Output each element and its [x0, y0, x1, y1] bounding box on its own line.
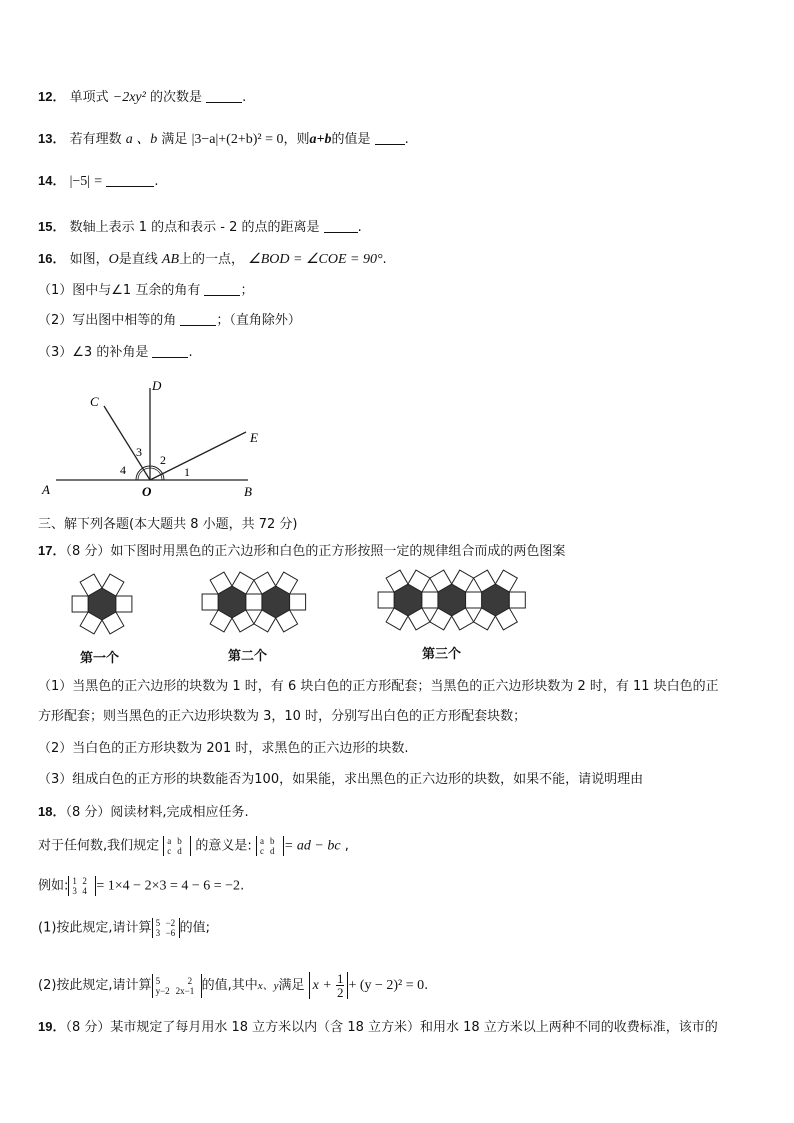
white-square	[246, 594, 262, 610]
example-line: 例如: 1 2 3 4 = 1×4 − 2×3 = 4 − 6 = −2.	[38, 876, 245, 896]
white-square	[422, 592, 438, 608]
definition-line: 对于任何数,我们规定 a b c d 的意义是: a b c d = ad − bc ,	[38, 836, 349, 856]
determinant-task-1: 5 −2 3 −6	[152, 918, 180, 938]
question-text: 的次数是	[149, 90, 202, 105]
label-angle-4: 4	[120, 463, 126, 477]
white-square	[72, 596, 88, 612]
math-point: O	[108, 252, 119, 267]
answer-blank[interactable]	[152, 344, 188, 358]
question-text: 单项式	[69, 90, 109, 105]
period: .	[242, 90, 247, 105]
text: 的意义是:	[195, 838, 252, 854]
math-expression: ∠BOD = ∠COE = 90°	[248, 252, 383, 267]
math-expression: + (y − 2)² = 0	[348, 978, 425, 993]
question-16-part-3	[38, 344, 193, 362]
question-text: 如图，	[69, 252, 109, 267]
math-expression: = ad − bc	[283, 838, 341, 854]
question-16-part-2	[38, 312, 301, 330]
fraction: $\frac{1}{2}$	[336, 971, 344, 1000]
period: .	[382, 252, 387, 267]
question-19	[38, 1018, 718, 1037]
section-heading: 三、解下列各题(本大题共 8 小题，共 72 分)	[38, 517, 298, 532]
question-12	[38, 88, 246, 107]
text: 满足	[278, 978, 305, 993]
text: 的值,其中	[201, 978, 258, 993]
label-angle-1: 1	[184, 465, 190, 479]
angle-figure	[36, 372, 276, 502]
period: .	[404, 132, 409, 147]
part-text: （1）图中与∠1 互余的角有	[38, 283, 201, 298]
ray-oc	[104, 406, 150, 480]
question-text: 某市规定了每月用水 18 立方米以内（含 18 立方米）和用水 18 立方米以上两种不同的收费标准，该市的	[110, 1020, 718, 1035]
question-text: 是直线	[118, 252, 158, 267]
math-sum: a+b	[309, 132, 332, 147]
question-text: 满足	[161, 132, 188, 147]
question-number: 14．	[38, 173, 66, 188]
question-text: 上的一点，	[179, 252, 245, 267]
question-number: 12．	[38, 89, 66, 104]
label-d: D	[152, 378, 162, 393]
part-text: ；（直角除外）	[216, 313, 301, 328]
question-number: 17．	[38, 543, 66, 558]
caption-3: 第三个	[422, 647, 462, 662]
math-abs-expression: |−5|	[69, 174, 91, 189]
label-b: B	[244, 484, 252, 499]
question-18	[38, 803, 249, 822]
label-e: E	[250, 430, 258, 445]
label-a: A	[42, 482, 50, 497]
determinant-task-2: 5 2 y−2 2x−1	[152, 974, 202, 998]
white-square	[290, 594, 306, 610]
part-text: （2）写出图中相等的角	[38, 313, 177, 328]
period: .	[188, 345, 193, 360]
determinant-example: 1 2 3 4	[68, 876, 96, 896]
question-17-part-2: （2）当白色的正方形块数为 201 时，求黑色的正六边形的块数.	[38, 741, 409, 756]
question-17-part-1-cont: 方形配套；则当黑色的正六边形块数为 3，10 时，分别写出白色的正方形配套块数；	[38, 709, 527, 724]
question-text: 的值是	[331, 132, 371, 147]
answer-blank[interactable]	[375, 131, 405, 145]
caption-2: 第二个	[228, 649, 268, 664]
question-15	[38, 218, 362, 237]
label-angle-3: 3	[136, 445, 142, 459]
task-1	[38, 918, 210, 938]
white-square	[509, 592, 525, 608]
math-expression: +(2+b)² = 0	[218, 132, 284, 147]
determinant-definition-2: a b c d	[256, 836, 284, 856]
score: （8 分）	[65, 805, 111, 820]
question-text: 阅读材料,完成相应任务.	[110, 805, 249, 820]
question-number: 13．	[38, 131, 66, 146]
answer-blank[interactable]	[324, 219, 358, 233]
white-square	[378, 592, 394, 608]
question-17	[38, 542, 565, 561]
label-angle-2: 2	[160, 453, 166, 467]
period: .	[357, 220, 362, 235]
white-square	[202, 594, 218, 610]
equals-sign: =	[94, 174, 103, 189]
question-17-part-1: （1）当黑色的正六边形的块数为 1 时，有 6 块白色的正方形配套；当黑色的正六边形块数为 2 时，有 11 块白色的正	[38, 679, 719, 694]
question-16	[38, 250, 387, 269]
answer-blank[interactable]	[106, 173, 154, 187]
text: 例如:	[38, 878, 69, 894]
question-17-part-3: （3）组成白色的正方形的块数能否为100，如果能，求出黑色的正六边形的块数，如果不能，请说明理由	[38, 772, 644, 787]
part-text: （3）∠3 的补角是	[38, 345, 149, 360]
score: （8 分）	[65, 1020, 111, 1035]
period: .	[154, 174, 159, 189]
question-number: 18．	[38, 804, 66, 819]
answer-blank[interactable]	[206, 89, 242, 103]
white-square	[466, 592, 482, 608]
text: 的值;	[179, 920, 210, 936]
math-abs-expression: |3−a|	[191, 132, 219, 147]
abs-fraction-expression: x + $\frac{1}{2}$	[309, 972, 349, 999]
math-expression: = 1×4 − 2×3 = 4 − 6 = −2	[96, 878, 241, 894]
text: (1)按此规定,请计算	[38, 920, 152, 936]
math-expression: −2xy²	[112, 90, 146, 105]
text: (2)按此规定,请计算	[38, 978, 152, 993]
question-number: 15．	[38, 219, 66, 234]
math-variables: x、y	[257, 980, 279, 992]
question-text: 若有理数	[69, 132, 122, 147]
question-14	[38, 172, 158, 191]
label-c: C	[90, 394, 99, 409]
task-2: (2)按此规定,请计算 5 2 y−2 2x−1 的值,其中x、y满足 x + $\frac{1}{2}$ + (y − 2)² = 0.	[38, 971, 429, 1000]
math-line: AB	[161, 252, 180, 267]
math-variables: a 、b	[125, 132, 158, 147]
question-13	[38, 130, 409, 149]
white-square	[116, 596, 132, 612]
determinant-definition: a b c d	[163, 836, 191, 856]
text: 对于任何数,我们规定	[38, 838, 160, 854]
question-text: ，则	[283, 132, 310, 147]
question-number: 19．	[38, 1019, 66, 1034]
answer-blank[interactable]	[204, 282, 240, 296]
question-16-part-1	[38, 282, 254, 300]
answer-blank[interactable]	[180, 312, 216, 326]
score: （8 分）	[65, 544, 111, 559]
caption-1: 第一个	[80, 651, 120, 666]
question-number: 16．	[38, 251, 66, 266]
hexagon-square-patterns	[60, 566, 540, 642]
question-text: 如下图时用黑色的正六边形和白色的正方形按照一定的规律组合而成的两色图案	[110, 544, 566, 559]
punctuation: ；	[240, 283, 254, 298]
question-text: 数轴上表示 1 的点和表示 - 2 的点的距离是	[69, 220, 320, 235]
label-o: O	[142, 484, 152, 499]
